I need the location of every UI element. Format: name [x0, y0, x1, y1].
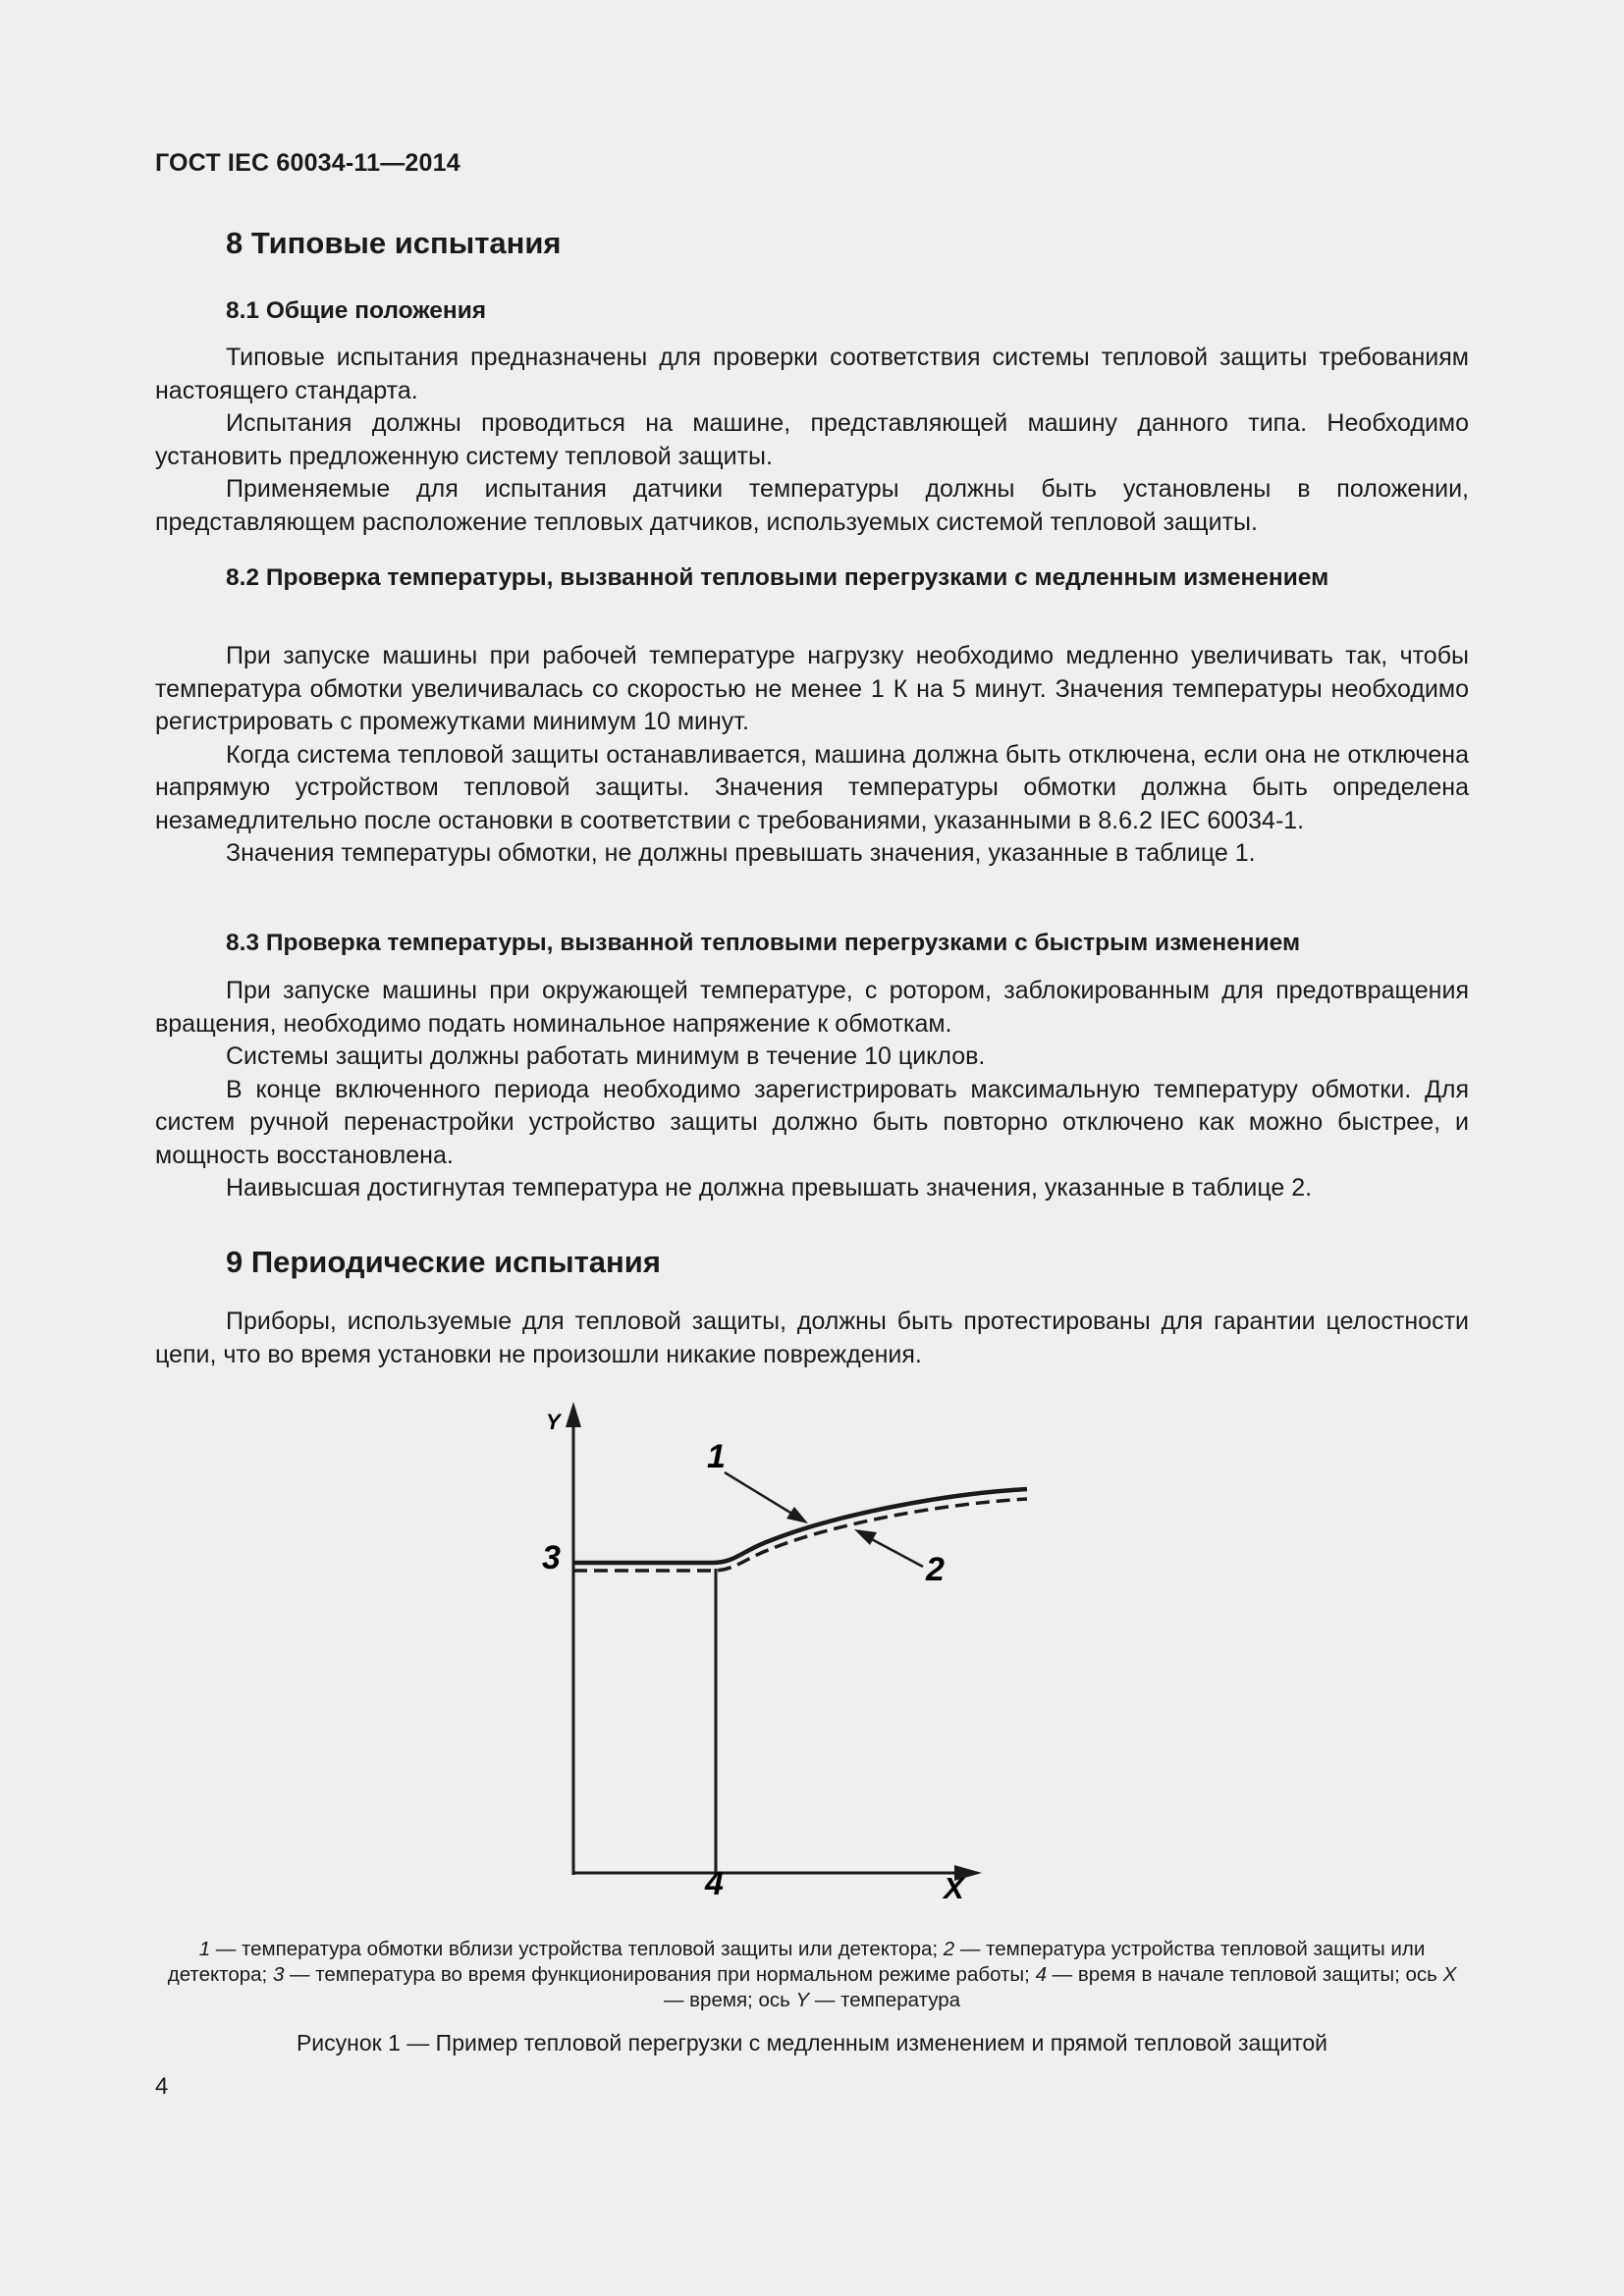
legend-text-3: — температура во время функционирования при нормальном режиме работы;: [284, 1963, 1036, 1986]
paragraph: Системы защиты должны работать минимум в течение 10 циклов.: [226, 1042, 986, 1070]
legend-text-1: — температура обмотки вблизи устройства тепловой защиты или детектора;: [210, 1938, 944, 1960]
section-8-3-title: 8.3 Проверка температуры, вызванной тепловыми перегрузками с быстрым изменением: [226, 930, 1301, 956]
legend-key-3: 3: [272, 1963, 285, 1986]
curve-2-label: 2: [926, 1551, 945, 1588]
legend-key-2: 2: [943, 1938, 955, 1960]
paragraph: В конце включенного периода необходимо зарегистрировать максимальную температуру обмотки. Для систем ручной перенастройки устройство защиты должно быть повторно отключено как можно быстрее, и мощность восстановлена.: [155, 1075, 1469, 1169]
axis-x-label: X: [944, 1871, 964, 1904]
legend-axis-y: Y: [795, 1989, 810, 2011]
section-8-1-title: 8.1 Общие положения: [226, 297, 487, 324]
paragraph: При запуске машины при окружающей температуре, с ротором, заблокированным для предотвращения вращения, необходимо подать номинальное напряжение к обмоткам.: [155, 977, 1469, 1038]
paragraph: Применяемые для испытания датчики температуры должны быть установлены в положении, представляющем расположение тепловых датчиков, используемых системой тепловой защиты.: [155, 475, 1469, 536]
section-9-body: [155, 1306, 1469, 1371]
leader-2-arrow: [854, 1529, 877, 1545]
paragraph: Когда система тепловой защиты останавливается, машина должна быть отключена, если она не отключена напрямую устройством тепловой защиты. Значения температуры обмотки должна быть определена незамедлительно после остановки в соответствии с требованиями, указанными в 8.6.2 IEC 60034-1.: [155, 740, 1469, 834]
paragraph: Значения температуры обмотки, не должны превышать значения, указанные в таблице 1.: [226, 839, 1256, 867]
legend-axis-x: X: [1442, 1963, 1457, 1986]
section-9-title: 9 Периодические испытания: [226, 1245, 661, 1279]
section-8-3-body: [155, 975, 1469, 1205]
legend-key-4: 4: [1035, 1963, 1047, 1986]
leader-1: [725, 1472, 795, 1516]
legend-key-1: 1: [198, 1938, 211, 1960]
legend-text-4: — время в начале тепловой защиты; ось: [1046, 1963, 1443, 1986]
figure-caption: Рисунок 1 — Пример тепловой перегрузки с медленным изменением и прямой тепловой защитой: [296, 2030, 1328, 2056]
paragraph: Наивысшая достигнутая температура не должна превышать значения, указанные в таблице 2.: [226, 1174, 1313, 1201]
leader-1-arrow: [786, 1507, 808, 1523]
time-4-label: 4: [705, 1865, 724, 1902]
level-3-label: 3: [542, 1539, 561, 1576]
paragraph: Типовые испытания предназначены для проверки соответствия системы тепловой защиты требованиям настоящего стандарта.: [155, 344, 1469, 404]
figure-legend: [155, 1937, 1469, 2013]
paragraph: Испытания должны проводиться на машине, представляющей машину данного типа. Необходимо установить предложенную систему тепловой защиты.: [155, 409, 1469, 470]
curve-1-label: 1: [707, 1438, 726, 1475]
paragraph: Приборы, используемые для тепловой защиты, должны быть протестированы для гарантии целостности цепи, что во время установки не произошли никакие повреждения.: [155, 1308, 1469, 1368]
legend-text-5: — время; ось: [663, 1989, 796, 2011]
legend-text-6: — температура: [809, 1989, 961, 2011]
legend-text-2: — температура устройства тепловой защиты или детектора;: [167, 1938, 1426, 1986]
curve-1: [573, 1489, 1027, 1563]
page-number: 4: [155, 2073, 169, 2100]
document-header: ГОСТ IEC 60034-11—2014: [155, 149, 460, 177]
y-axis-arrow: [566, 1402, 581, 1427]
curve-2: [573, 1499, 1027, 1571]
temperature-diagram: [155, 1394, 1469, 1904]
leader-2: [868, 1537, 923, 1567]
paragraph: При запуске машины при рабочей температуре нагрузку необходимо медленно увеличивать так, чтобы температура обмотки увеличивалась со скоростью не менее 1 К на 5 минут. Значения температуры необходимо регистрировать с промежутками минимум 10 минут.: [155, 642, 1469, 735]
section-8-title: 8 Типовые испытания: [226, 226, 562, 260]
section-8-2-body: [155, 640, 1469, 871]
axis-y-label: Y: [546, 1410, 561, 1434]
section-8-1-body: [155, 342, 1469, 539]
section-8-2-title: 8.2 Проверка температуры, вызванной тепловыми перегрузками с медленным изменением: [226, 564, 1329, 591]
figure-1: [155, 1394, 1469, 1904]
